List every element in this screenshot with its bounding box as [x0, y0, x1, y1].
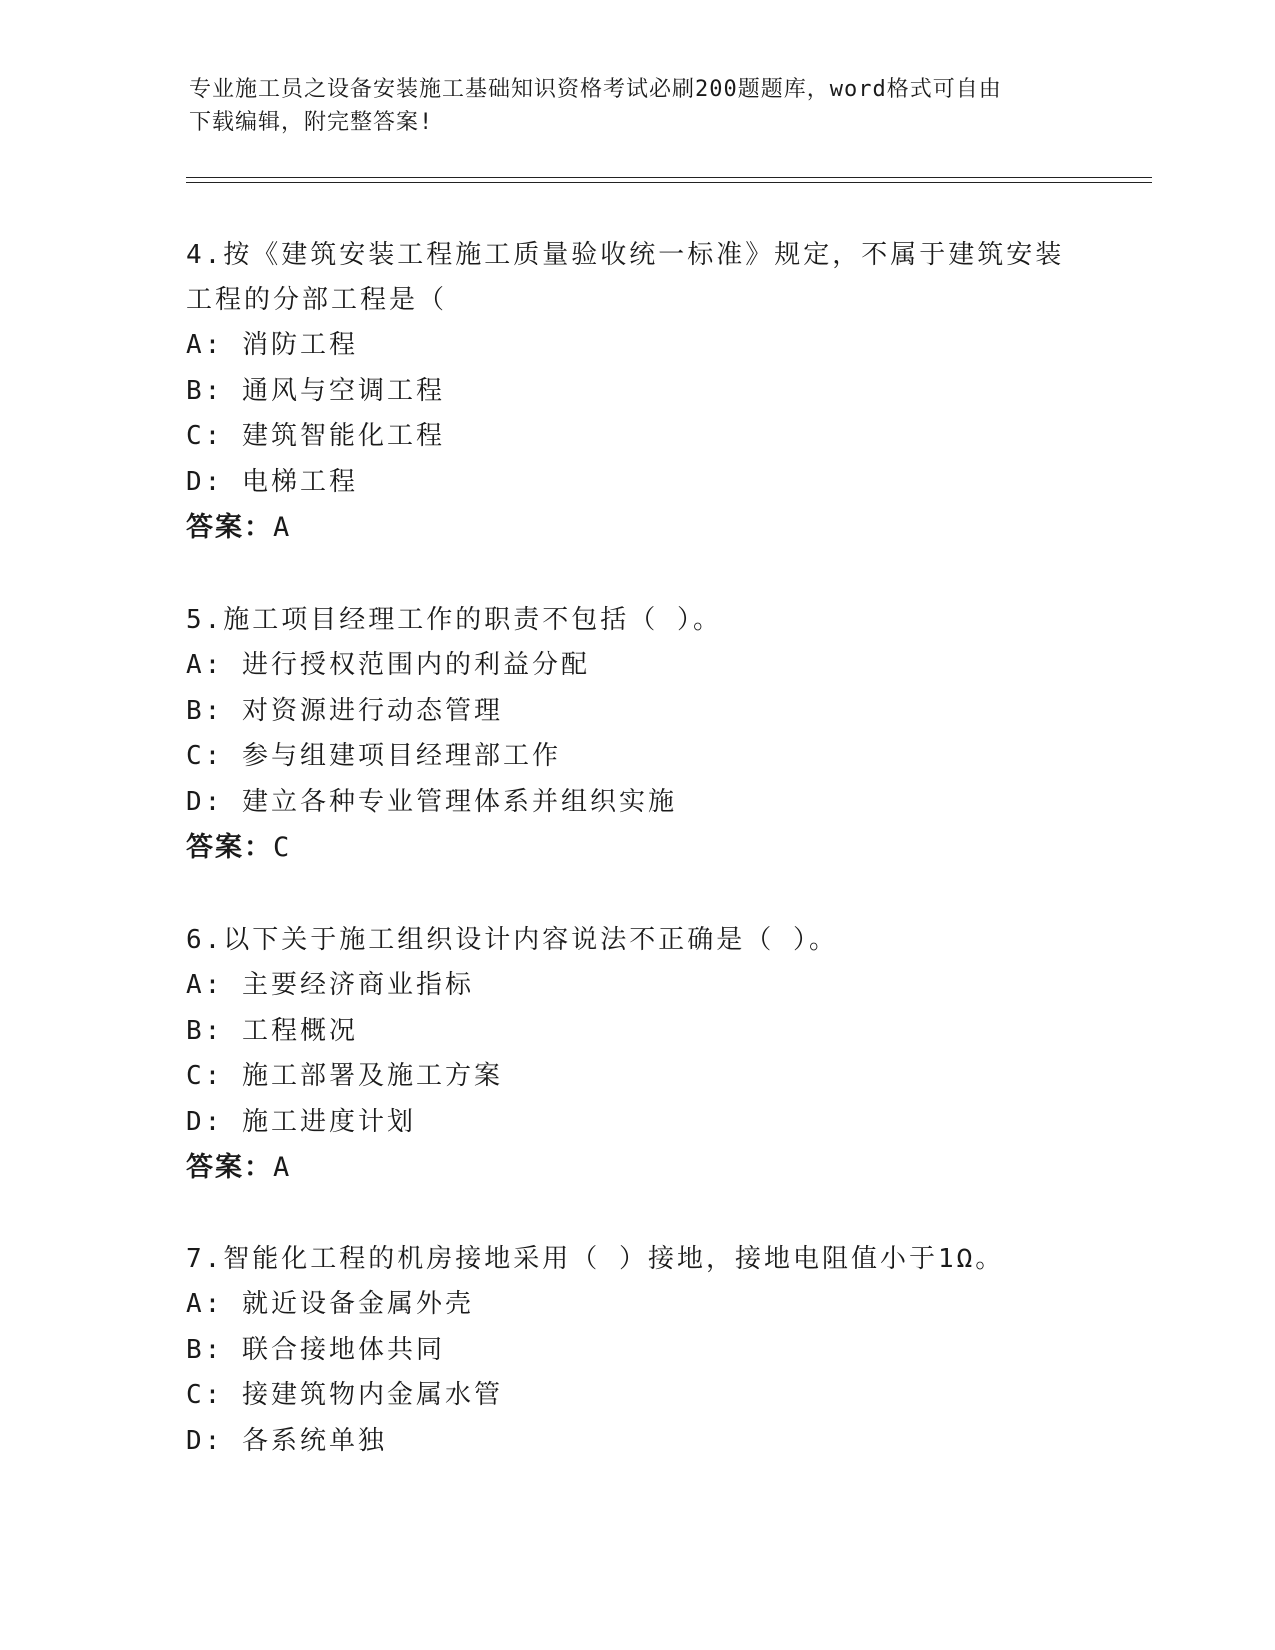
option-c: C: 建筑智能化工程	[186, 421, 445, 451]
answer-label: 答案：	[186, 832, 273, 863]
option-a: A: 消防工程	[186, 330, 358, 360]
answer-value: C	[273, 832, 292, 863]
header-line-2: 下载编辑，附完整答案!	[189, 110, 434, 135]
question-4	[186, 233, 1106, 551]
answer-value: A	[273, 1152, 292, 1183]
answer	[186, 825, 1106, 871]
option-d: D: 各系统单独	[186, 1425, 387, 1456]
question-7	[186, 1237, 1106, 1464]
option-d: D: 施工进度计划	[186, 1106, 416, 1137]
option-d: D: 建立各种专业管理体系并组织实施	[186, 786, 677, 817]
option-a: A: 就近设备金属外壳	[186, 1289, 474, 1319]
question-5	[186, 598, 1106, 871]
header-divider-bottom	[186, 182, 1152, 183]
option-c: C: 参与组建项目经理部工作	[186, 741, 561, 771]
document-header	[189, 73, 1089, 139]
question-stem-line-1: 7.智能化工程的机房接地采用（ ）接地，接地电阻值小于1Ω。	[186, 1244, 1005, 1274]
option-b: B: 工程概况	[186, 1015, 358, 1046]
question-6	[186, 918, 1106, 1191]
option-c: C: 施工部署及施工方案	[186, 1061, 503, 1091]
option-a: A: 主要经济商业指标	[186, 970, 474, 1000]
option-c: C: 接建筑物内金属水管	[186, 1380, 503, 1410]
answer	[186, 1145, 1106, 1191]
answer-value: A	[273, 512, 292, 543]
question-stem-line-2: 工程的分部工程是（	[186, 285, 448, 315]
header-line-1: 专业施工员之设备安装施工基础知识资格考试必刷200题题库，word格式可自由	[189, 77, 1002, 102]
answer-label: 答案：	[186, 512, 273, 543]
question-stem-line-1: 6.以下关于施工组织设计内容说法不正确是（ ）。	[186, 925, 838, 955]
option-b: B: 对资源进行动态管理	[186, 695, 503, 726]
option-d: D: 电梯工程	[186, 466, 358, 497]
answer-label: 答案：	[186, 1152, 273, 1183]
option-a: A: 进行授权范围内的利益分配	[186, 650, 590, 680]
option-b: B: 联合接地体共同	[186, 1334, 445, 1365]
question-stem-line-1: 4.按《建筑安装工程施工质量验收统一标准》规定，不属于建筑安装	[186, 240, 1065, 270]
option-b: B: 通风与空调工程	[186, 375, 445, 406]
answer	[186, 505, 1106, 551]
question-stem-line-1: 5.施工项目经理工作的职责不包括（ ）。	[186, 605, 722, 635]
header-divider-top	[186, 177, 1152, 178]
